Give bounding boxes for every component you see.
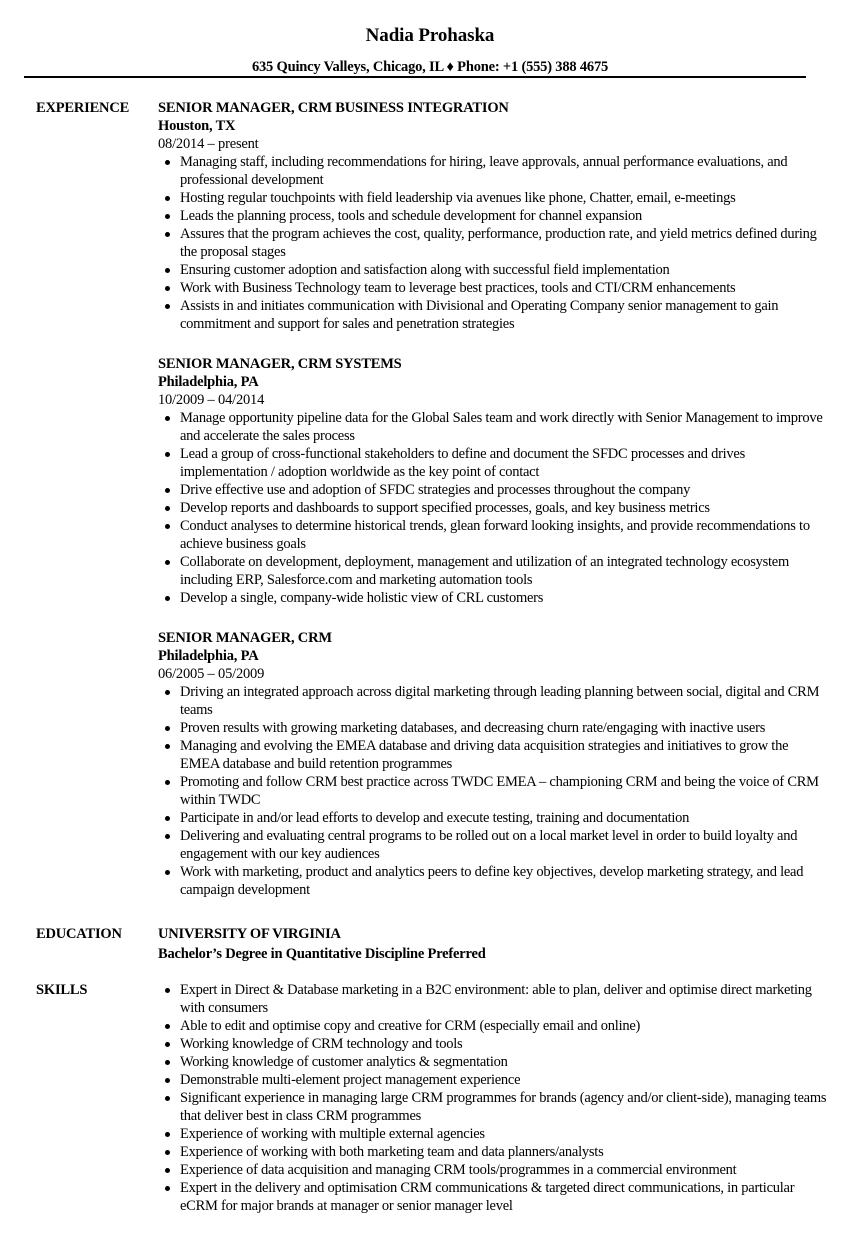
list-item-text: Managing staff, including recommendations for hiring, leave approvals, annual performance evaluations, and professional development [180, 154, 788, 188]
list-item [158, 481, 828, 499]
bullet-icon [165, 596, 170, 601]
job-location: Philadelphia, PA [158, 374, 259, 390]
list-item [158, 297, 828, 333]
list-item-text: Work with Business Technology team to leverage best practices, tools and CTI/CRM enhancements [180, 280, 736, 296]
list-item-text: Promoting and follow CRM best practice across TWDC EMEA – championing CRM and being the voice of CRM within TWDC [180, 774, 819, 808]
list-item [158, 809, 828, 827]
list-item [158, 773, 828, 809]
bullet-icon [165, 488, 170, 493]
list-item-text: Hosting regular touchpoints with field leadership via avenues like phone, Chatter, email, e-meetings [180, 190, 736, 206]
list-item [158, 827, 828, 863]
list-item [158, 863, 828, 899]
bullet-icon [165, 1150, 170, 1155]
skills-list [158, 981, 828, 1215]
bullet-icon [165, 1078, 170, 1083]
list-item-text: Drive effective use and adoption of SFDC strategies and processes throughout the company [180, 482, 691, 498]
bullet-icon [165, 1132, 170, 1137]
list-item [158, 225, 828, 261]
list-item-text: Driving an integrated approach across digital marketing through leading planning between social, digital and CRM teams [180, 684, 820, 718]
bullet-icon [165, 870, 170, 875]
bullet-icon [165, 1168, 170, 1173]
section-label-experience: EXPERIENCE [36, 100, 130, 116]
education-school: UNIVERSITY OF VIRGINIA [158, 926, 341, 942]
list-item-text: Significant experience in managing large CRM programmes for brands (agency and/or client-side), managing teams that deliver best in class CRM programmes [180, 1090, 827, 1124]
list-item [158, 1053, 828, 1071]
list-item-text: Experience of working with both marketing team and data planners/analysts [180, 1144, 604, 1160]
list-item [158, 1125, 828, 1143]
job-title: SENIOR MANAGER, CRM BUSINESS INTEGRATION [158, 100, 509, 116]
list-item [158, 517, 828, 553]
list-item [158, 719, 828, 737]
list-item [158, 1035, 828, 1053]
experience-list [158, 99, 828, 921]
list-item-text: Working knowledge of CRM technology and tools [180, 1036, 463, 1052]
job-title: SENIOR MANAGER, CRM [158, 630, 332, 646]
list-item-text: Leads the planning process, tools and schedule development for channel expansion [180, 208, 642, 224]
bullet-icon [165, 816, 170, 821]
job-title: SENIOR MANAGER, CRM SYSTEMS [158, 356, 402, 372]
bullet-icon [165, 452, 170, 457]
bullet-icon [165, 1042, 170, 1047]
bullet-icon [165, 214, 170, 219]
list-item [158, 279, 828, 297]
list-item [158, 1017, 828, 1035]
bullet-icon [165, 1096, 170, 1101]
list-item-text: Working knowledge of customer analytics & segmentation [180, 1054, 508, 1070]
bullet-icon [165, 1186, 170, 1191]
list-item-text: Experience of data acquisition and managing CRM tools/programmes in a commercial environment [180, 1162, 737, 1178]
list-item-text: Delivering and evaluating central programs to be rolled out on a local market level in order to build loyalty and engagement with our key audiences [180, 828, 798, 862]
list-item-text: Managing and evolving the EMEA database and driving data acquisition strategies and initiatives to grow the EMEA database and build retention programmes [180, 738, 789, 772]
list-item [158, 589, 828, 607]
bullet-icon [165, 286, 170, 291]
bullet-icon [165, 416, 170, 421]
list-item [158, 189, 828, 207]
bullet-icon [165, 1060, 170, 1065]
bullet-icon [165, 160, 170, 165]
resume-header [0, 0, 860, 76]
list-item-text: Demonstrable multi-element project management experience [180, 1072, 521, 1088]
section-label-skills: SKILLS [36, 982, 88, 998]
bullet-icon [165, 988, 170, 993]
list-item-text: Work with marketing, product and analytics peers to define key objectives, develop marketing strategy, and lead campaign development [180, 864, 804, 898]
list-item [158, 207, 828, 225]
list-item-text: Assures that the program achieves the cost, quality, performance, production rate, and yield metrics defined during the proposal stages [180, 226, 817, 260]
list-item [158, 153, 828, 189]
list-item-text: Participate in and/or lead efforts to develop and execute testing, training and documentation [180, 810, 690, 826]
bullet-icon [165, 524, 170, 529]
list-item-text: Manage opportunity pipeline data for the Global Sales team and work directly with Senior Management to improve and accelerate the sales process [180, 410, 823, 444]
list-item [158, 261, 828, 279]
list-item [158, 409, 828, 445]
bullet-icon [165, 1024, 170, 1029]
bullet-icon [165, 834, 170, 839]
list-item [158, 683, 828, 719]
list-item [158, 1161, 828, 1179]
list-item-text: Lead a group of cross-functional stakeholders to define and document the SFDC processes and drives implementation / adoption worldwide as the key point of contact [180, 446, 746, 480]
list-item-text: Collaborate on development, deployment, management and utilization of an integrated technology ecosystem including ERP, Salesforce.com and marketing automation tools [180, 554, 789, 588]
bullet-icon [165, 232, 170, 237]
list-item-text: Develop a single, company-wide holistic view of CRL customers [180, 590, 544, 606]
bullet-icon [165, 744, 170, 749]
bullet-icon [165, 304, 170, 309]
list-item-text: Able to edit and optimise copy and creative for CRM (especially email and online) [180, 1018, 641, 1034]
list-item-text: Expert in the delivery and optimisation CRM communications & targeted direct communications, in particular eCRM for major brands at manager or senior manager level [180, 1180, 795, 1214]
job-dates: 10/2009 – 04/2014 [158, 392, 265, 408]
list-item [158, 1143, 828, 1161]
bullet-icon [165, 726, 170, 731]
job-entry [158, 99, 828, 333]
list-item [158, 1179, 828, 1215]
job-entry [158, 355, 828, 607]
list-item-text: Assists in and initiates communication with Divisional and Operating Company senior management to gain commitment and support for sales and penetration strategies [180, 298, 779, 332]
list-item [158, 1071, 828, 1089]
bullet-icon [165, 560, 170, 565]
bullet-icon [165, 268, 170, 273]
bullet-icon [165, 690, 170, 695]
bullet-icon [165, 196, 170, 201]
job-location: Houston, TX [158, 118, 236, 134]
list-item-text: Experience of working with multiple external agencies [180, 1126, 485, 1142]
job-entry [158, 629, 828, 899]
list-item [158, 499, 828, 517]
list-item-text: Ensuring customer adoption and satisfaction along with successful field implementation [180, 262, 670, 278]
job-responsibilities [158, 153, 828, 333]
section-label-education: EDUCATION [36, 926, 122, 942]
list-item [158, 445, 828, 481]
job-responsibilities [158, 409, 828, 607]
bullet-icon [165, 780, 170, 785]
list-item [158, 737, 828, 773]
list-item [158, 981, 828, 1017]
list-item [158, 1089, 828, 1125]
job-dates: 06/2005 – 05/2009 [158, 666, 265, 682]
header-divider [24, 76, 806, 78]
list-item [158, 553, 828, 589]
list-item-text: Proven results with growing marketing databases, and decreasing churn rate/engaging with inactive users [180, 720, 766, 736]
job-responsibilities [158, 683, 828, 899]
candidate-name: Nadia Prohaska [365, 25, 495, 46]
contact-info: 635 Quincy Valleys, Chicago, IL ♦ Phone: +1 (555) 388 4675 [251, 59, 609, 75]
job-dates: 08/2014 – present [158, 136, 259, 152]
job-location: Philadelphia, PA [158, 648, 259, 664]
bullet-icon [165, 506, 170, 511]
education-degree: Bachelor’s Degree in Quantitative Discipline Preferred [158, 946, 486, 962]
list-item-text: Expert in Direct & Database marketing in a B2C environment: able to plan, deliver and optimise direct marketing with consumers [180, 982, 812, 1016]
list-item-text: Develop reports and dashboards to support specified processes, goals, and key business metrics [180, 500, 710, 516]
list-item-text: Conduct analyses to determine historical trends, glean forward looking insights, and provide recommendations to achieve business goals [180, 518, 810, 552]
